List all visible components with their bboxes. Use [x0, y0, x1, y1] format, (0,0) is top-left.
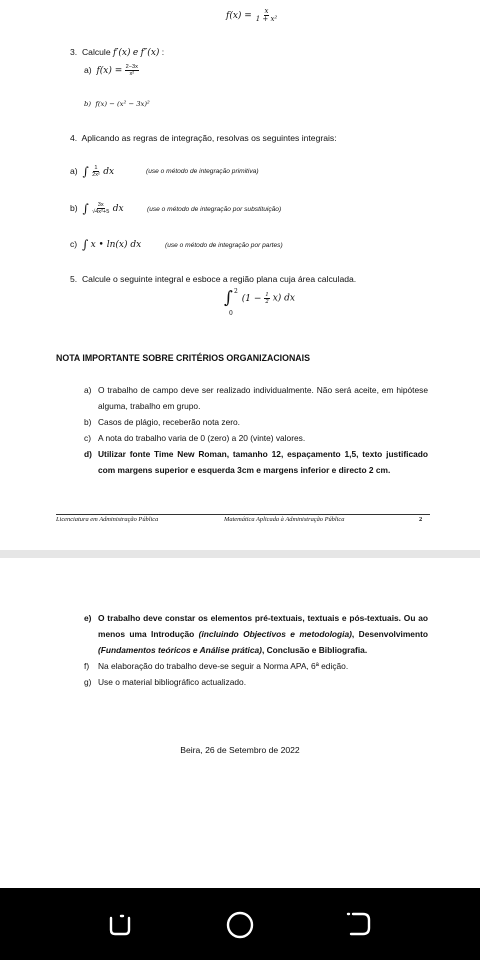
item-label: b) [84, 417, 92, 427]
first-derivative: f′(x) [113, 48, 131, 58]
integral-sign: ∫ [81, 237, 89, 252]
item-text: Na elaboração do trabalho deve-se seguir a Norma APA, 6ª edição. [98, 661, 349, 671]
second-derivative: f″(x) [140, 48, 160, 58]
fraction-numerator: 1 [94, 165, 98, 172]
question-number: 3. [70, 47, 78, 57]
note-heading: NOTA IMPORTANTE SOBRE CRITÉRIOS ORGANIZACIONAIS [56, 353, 310, 363]
list-item [84, 414, 428, 430]
integrand-close: x) dx [272, 293, 295, 304]
question-text: Calcule o seguinte integral e esboce a região plana cuja área calculada. [81, 274, 357, 284]
question-text: Calcule [81, 47, 111, 57]
function-fraction [125, 64, 139, 77]
list-item [84, 430, 428, 446]
document-date: Beira, 26 de Setembro de 2022 [180, 745, 300, 755]
item-text: O trabalho de campo deve ser realizado individualmente. Não será aceite, em hipótese alguma, trabalho em grupo. [98, 385, 428, 411]
method-note: (use o método de integração por substituição) [147, 206, 282, 213]
back-icon[interactable] [343, 910, 373, 943]
question-colon: : [161, 47, 165, 57]
list-item [84, 446, 428, 478]
question-4 [70, 132, 337, 144]
lower-limit: 0 [229, 310, 233, 317]
fraction-numerator: 2−3x [125, 64, 138, 71]
method-note: (use o método de integração por partes) [165, 242, 283, 249]
integral-sign: ∫ [82, 164, 89, 179]
page-gap [0, 550, 480, 558]
question-3 [70, 46, 164, 59]
fraction-numerator: 3x [97, 202, 104, 209]
fraction-denominator: 1 + x² [255, 15, 278, 23]
formula-lhs: f(x) = [226, 11, 252, 21]
footer-rule [56, 514, 430, 515]
item-label: g) [84, 677, 92, 687]
item-text: Utilizar fonte Time New Roman, tamanho 12, espaçamento 1,5, texto justificado com margens superior e esquerda 3cm e margens inferior e directo 2 cm. [98, 449, 428, 475]
method-note: (use o método de integração primitiva) [146, 168, 259, 175]
criteria-list-continued [84, 610, 428, 690]
integral-a [70, 165, 114, 178]
item-text: A nota do trabalho varia de 0 (zero) a 20 (vinte) valores. [98, 433, 306, 443]
differential: dx [112, 204, 124, 214]
document-page-2 [0, 558, 480, 888]
integral-b [70, 202, 124, 215]
back-glyph [343, 910, 373, 938]
footer-course: Licenciatura em Administração Pública [56, 516, 159, 523]
integrand-fraction [91, 202, 110, 215]
function-expression: f(x) − (x² − 3x)² [95, 100, 150, 108]
item-label: d) [84, 449, 92, 459]
item-label: f) [84, 661, 90, 671]
fraction-denominator: √4x²+5 [92, 209, 110, 216]
item-text-italic: (incluindo Objectivos e metodologia) [198, 629, 352, 639]
conjunction: e [132, 48, 139, 58]
question-number: 4. [70, 133, 78, 143]
question-number: 5. [70, 274, 78, 284]
question-text: Aplicando as regras de integração, resolvas os seguintes integrais: [81, 133, 337, 143]
integral-sign: ∫ [224, 288, 233, 308]
item-label: a) [84, 385, 92, 395]
item-text-part: O trabalho deve constar os elementos pré-textuais, textuais e pós-textuais. Ou ao menos uma Introdução [98, 613, 428, 639]
integrand-fraction [91, 165, 101, 178]
home-icon[interactable] [225, 910, 255, 945]
upper-limit: 2 [234, 288, 238, 295]
integral-sign: ∫ [82, 201, 89, 216]
fraction-denominator: x² [129, 71, 135, 78]
question-5 [70, 273, 356, 285]
list-item [84, 610, 428, 658]
item-text: Use o material bibliográfico actualizado. [98, 677, 247, 687]
fraction-denominator: 2 [265, 298, 269, 305]
integrand-open: (1 − [241, 293, 262, 304]
fraction-denominator: 2x² [92, 172, 100, 179]
fraction-numerator: 1 [265, 291, 269, 298]
question-3b [84, 100, 150, 108]
recent-apps-glyph [106, 910, 134, 938]
item-label: b) [70, 203, 78, 213]
item-text-part: , Desenvolvimento [351, 629, 428, 639]
list-item [84, 382, 428, 414]
page-number: 2 [419, 516, 423, 523]
list-item [84, 674, 428, 690]
item-text-part: , Conclusão e Bibliografia. [261, 645, 368, 655]
item-text-italic: (Fundamentos teóricos e Análise prática) [98, 645, 262, 655]
list-item [84, 658, 428, 674]
footer-subject: Matemática Aplicada à Administração Pública [224, 516, 345, 523]
fraction-numerator: x [264, 7, 269, 15]
item-label: c) [84, 433, 91, 443]
integrand-expression: x • ln(x) dx [90, 240, 142, 250]
item-text: Casos de plágio, receberão nota zero. [98, 417, 240, 427]
differential: dx [103, 167, 115, 177]
item-label: c) [70, 239, 78, 249]
question-3a [84, 64, 139, 77]
criteria-list [84, 382, 428, 478]
integral-c [70, 238, 141, 251]
function-lhs: f(x) = [96, 66, 123, 76]
home-glyph [225, 910, 255, 940]
formula-fraction [255, 8, 279, 23]
item-text [98, 610, 428, 658]
item-label: e) [84, 613, 92, 623]
definite-integral [224, 288, 295, 318]
recent-apps-icon[interactable] [106, 910, 134, 943]
top-formula [226, 8, 278, 23]
item-label: a) [70, 166, 78, 176]
half-fraction [264, 292, 270, 305]
item-label: b) [84, 100, 92, 108]
item-label: a) [84, 65, 92, 75]
